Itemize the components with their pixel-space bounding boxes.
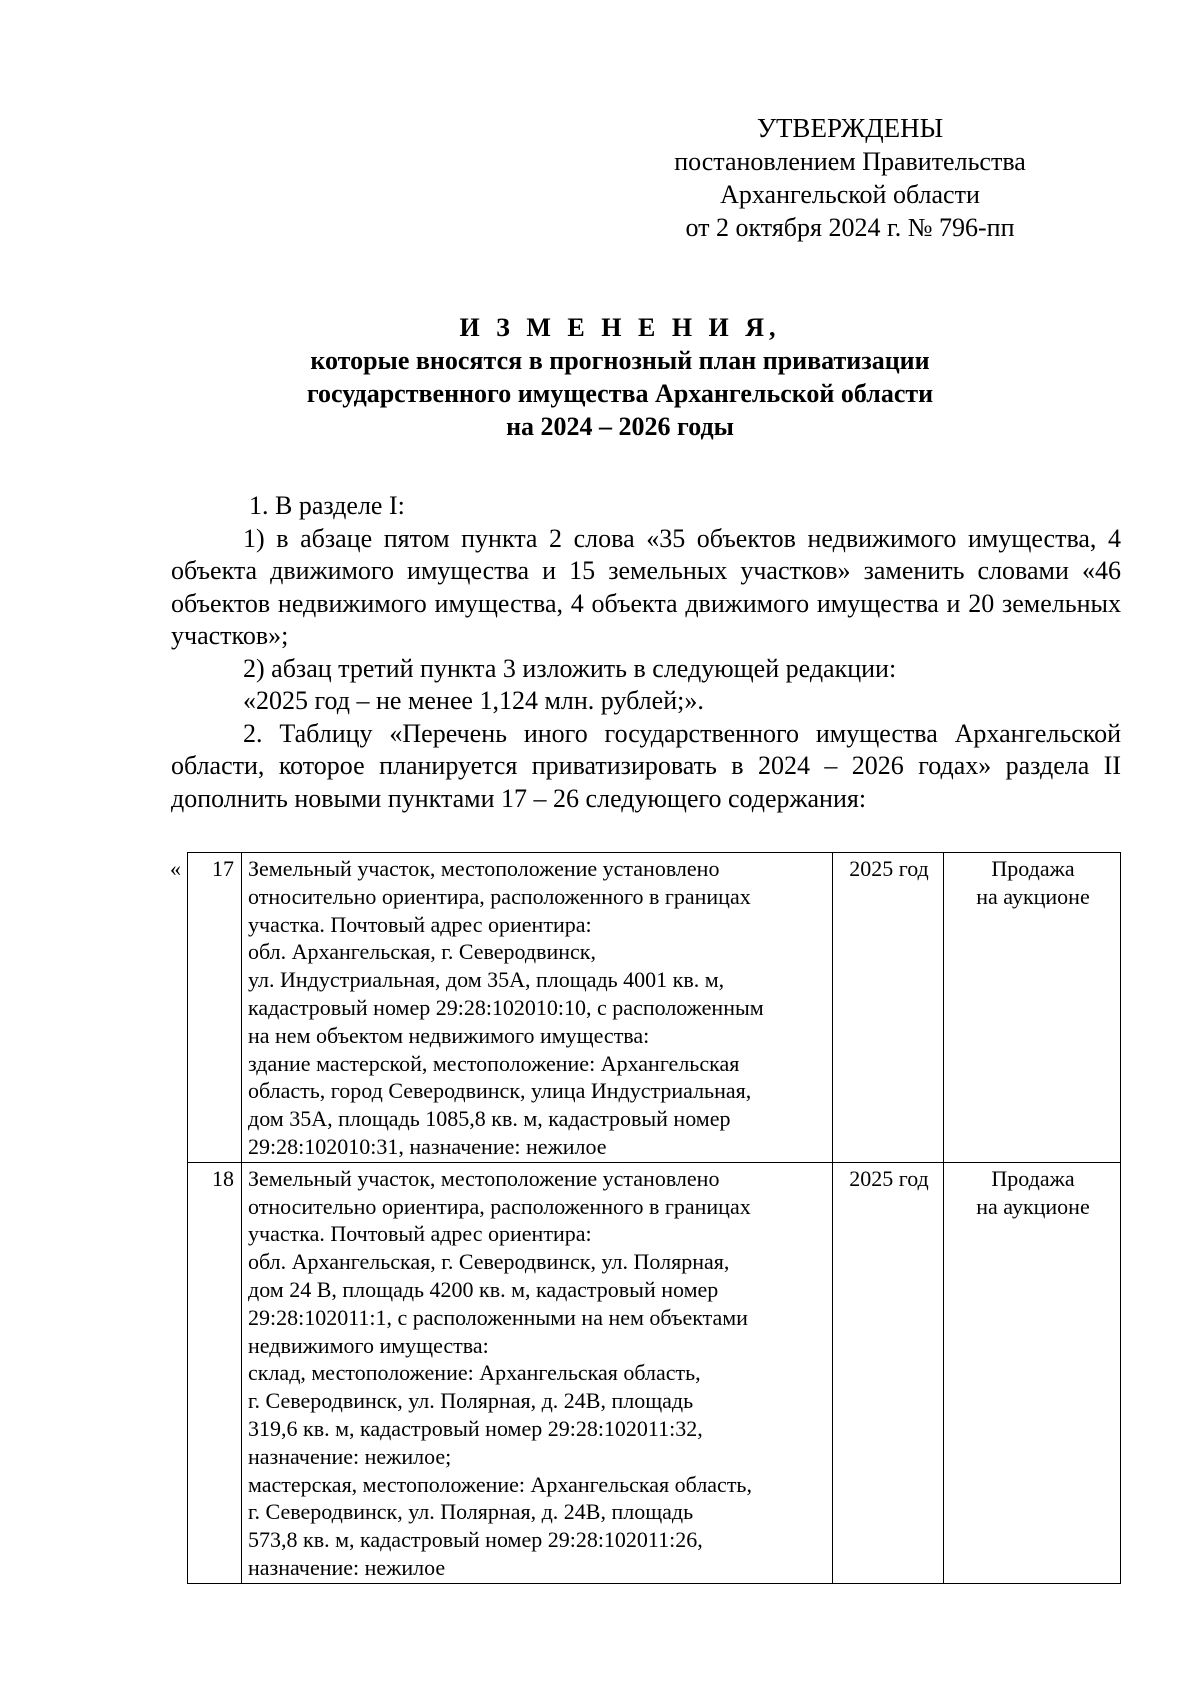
description-line: дом 24 В, площадь 4200 кв. м, кадастровый номер	[248, 1276, 719, 1302]
title-heading: И З М Е Н Е Н И Я,	[459, 313, 781, 342]
paragraph-4: «2025 год – не менее 1,124 млн. рублей;».	[243, 686, 704, 715]
title-line-2: государственного имущества Архангельской области	[306, 379, 934, 408]
description-line: 29:28:102011:1, с расположенными на нем объектами	[248, 1304, 748, 1330]
description-line: обл. Архангельская, г. Северодвинск,	[248, 939, 596, 965]
description-line: на нем объектом недвижимого имущества:	[248, 1022, 650, 1048]
paragraph-1: 1. В разделе I:	[249, 491, 405, 520]
approval-line-3: от 2 октября 2024 г. № 796-пп	[685, 213, 1015, 242]
description-line: г. Северодвинск, ул. Полярная, д. 24В, площадь	[248, 1499, 694, 1525]
row-number: 17	[188, 853, 242, 1163]
title-line-3: на 2024 – 2026 годы	[506, 412, 734, 441]
description-line: 29:28:102010:31, назначение: нежилое	[248, 1133, 607, 1159]
method-line-2: на аукционе	[976, 883, 1090, 909]
row-method	[944, 853, 1121, 1163]
row-year: 2025 год	[833, 853, 944, 1163]
row-description	[242, 853, 833, 1163]
description-line: область, город Северодвинск, улица Индустриальная,	[248, 1078, 752, 1104]
method-line-2: на аукционе	[976, 1193, 1090, 1219]
document-title	[170, 311, 1070, 443]
description-line: Земельный участок, местоположение установлено	[248, 856, 720, 881]
description-line: г. Северодвинск, ул. Полярная, д. 24В, площадь	[248, 1388, 694, 1414]
paragraph-5: 2. Таблицу «Перечень иного государственного имущества Архангельской области, которое планируется приватизировать в 2024 – 2026 годах» раздела II дополнить новыми пунктами 17 – 26 следующего содержания:	[171, 718, 1121, 813]
description-line: недвижимого имущества:	[248, 1332, 489, 1358]
description-line: обл. Архангельская, г. Северодвинск, ул. Полярная,	[248, 1249, 730, 1275]
description-line: участка. Почтовый адрес ориентира:	[248, 1221, 592, 1247]
description-line: склад, местоположение: Архангельская область,	[248, 1360, 701, 1386]
description-line: 573,8 кв. м, кадастровый номер 29:28:102011:26,	[248, 1527, 703, 1553]
approval-stamp: УТВЕРЖДЕНЫ	[756, 113, 944, 143]
row-number: 18	[188, 1162, 242, 1583]
description-line: участка. Почтовый адрес ориентира:	[248, 911, 592, 937]
description-line: относительно ориентира, расположенного в границах	[248, 1193, 751, 1219]
approval-line-1: постановлением Правительства	[674, 147, 1026, 176]
description-line: назначение: нежилое;	[248, 1443, 452, 1469]
method-line-1: Продажа	[991, 856, 1075, 881]
privatization-table	[187, 852, 1121, 1584]
description-line: дом 35А, площадь 1085,8 кв. м, кадастровый номер	[248, 1106, 731, 1132]
title-line-1: которые вносятся в прогнозный план приватизации	[310, 346, 930, 375]
description-line: 319,6 кв. м, кадастровый номер 29:28:102011:32,	[248, 1415, 703, 1441]
description-line: назначение: нежилое	[248, 1554, 446, 1580]
description-line: кадастровый номер 29:28:102010:10, с расположенным	[248, 994, 764, 1020]
document-body	[171, 490, 1121, 815]
description-line: здание мастерской, местоположение: Архангельская	[248, 1050, 740, 1076]
approval-line-2: Архангельской области	[720, 180, 980, 209]
method-line-1: Продажа	[991, 1165, 1075, 1191]
row-method	[944, 1162, 1121, 1583]
paragraph-3: 2) абзац третий пункта 3 изложить в следующей редакции:	[243, 653, 897, 683]
description-line: ул. Индустриальная, дом 35А, площадь 4001 кв. м,	[248, 967, 725, 993]
description-line: мастерская, местоположение: Архангельская область,	[248, 1471, 752, 1497]
table-row	[188, 1162, 1121, 1583]
row-description	[242, 1162, 833, 1583]
description-line: относительно ориентира, расположенного в границах	[248, 883, 751, 909]
row-year: 2025 год	[833, 1162, 944, 1583]
table-row	[188, 853, 1121, 1163]
approval-block	[660, 112, 1040, 244]
description-line: Земельный участок, местоположение установлено	[248, 1165, 720, 1191]
table-open-quote: «	[170, 856, 181, 881]
paragraph-2: 1) в абзаце пятом пункта 2 слова «35 объектов недвижимого имущества, 4 объекта движимого имущества и 15 земельных участков» заменить словами «46 объектов недвижимого имущества, 4 объекта движимого имущества и 20 земельных участков»;	[171, 523, 1121, 650]
